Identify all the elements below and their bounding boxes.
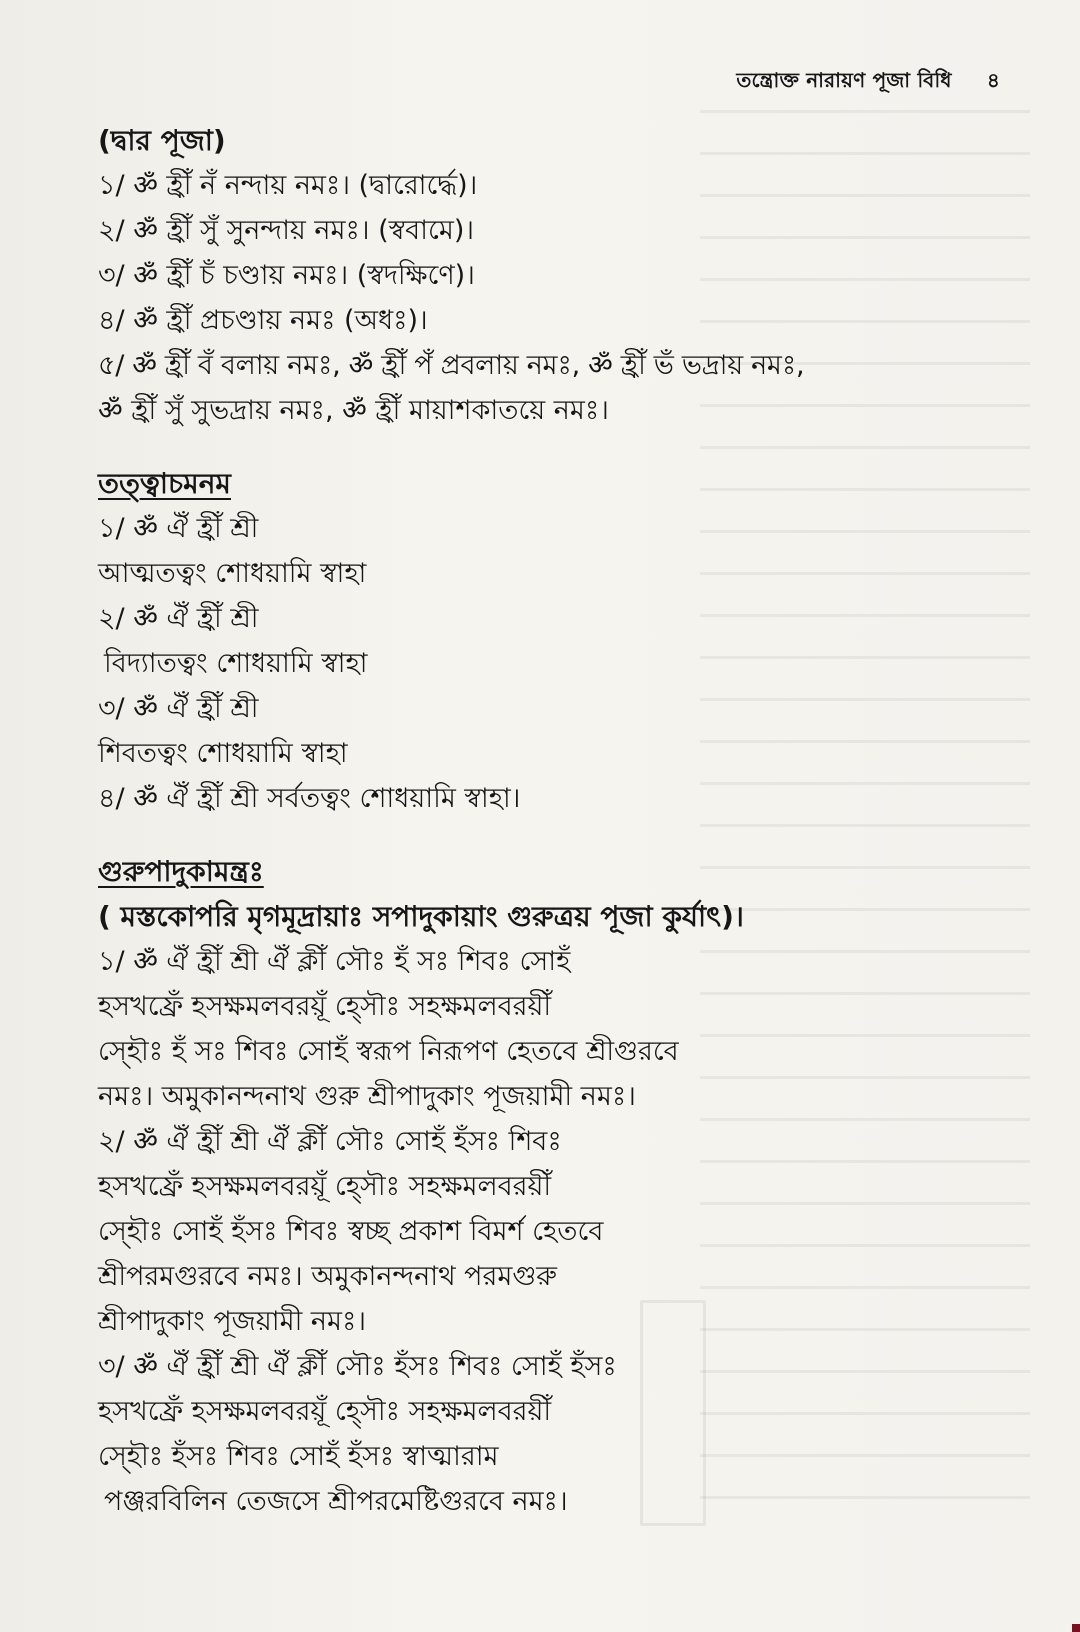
section-heading: (দ্বার পূজা) xyxy=(98,124,226,157)
text-line: ১/ ॐ ঐঁ হ্রীঁ শ্রী xyxy=(98,513,259,544)
text-line: স্হৌঃ হঁসঃ শিবঃ সোহঁ হঁসঃ স্বাত্মারাম xyxy=(98,1441,499,1472)
text-line: ৪/ ॐ ঐঁ হ্রীঁ শ্রী সর্বতত্বং শোধয়ামি স্বাহা। xyxy=(98,783,521,814)
section-tattvachamanam xyxy=(98,461,998,821)
running-head xyxy=(736,66,1000,99)
text-line: স্হৌঃ হঁ সঃ শিবঃ সোহঁ স্বরূপ নিরূপণ হেতবে শ্রীগুরবে xyxy=(98,1036,679,1067)
text-line: ২/ ॐ হ্রীঁ সুঁ সুনন্দায় নমঃ। (স্ববামে)। xyxy=(98,215,475,246)
text-line: ৩/ ॐ ঐঁ হ্রীঁ শ্রী ঐঁ ক্লীঁ সৌঃ হঁসঃ শিবঃ সোহঁ হঁসঃ xyxy=(98,1351,617,1382)
text-line: হসখফ্রেঁ হসক্ষমলবরয়ূঁ হ্সৌঃ সহক্ষমলবরয়ীঁ xyxy=(98,1171,552,1202)
running-head-title: তন্ত্রোক্ত নারায়ণ পূজা বিধি xyxy=(736,68,952,92)
text-line: ২/ ॐ ঐঁ হ্রীঁ শ্রী ঐঁ ক্লীঁ সৌঃ সোহঁ হঁসঃ শিবঃ xyxy=(98,1126,562,1157)
text-line: ৫/ ॐ হ্রীঁ বঁ বলায় নমঃ, ॐ হ্রীঁ পঁ প্রবলায় নমঃ, ॐ হ্রীঁ ভঁ ভদ্রায় নমঃ, xyxy=(98,350,805,381)
text-line: ৩/ ॐ ঐঁ হ্রীঁ শ্রী xyxy=(98,693,259,724)
page-body xyxy=(98,118,998,1524)
text-line: ॐ হ্রীঁ সুঁ সুভদ্রায় নমঃ, ॐ হ্রীঁ মায়াশকাতয়ে নমঃ। xyxy=(98,395,609,426)
text-line: পঞ্জরবিলিন তেজসে শ্রীপরমেষ্টিগুরবে নমঃ। xyxy=(104,1486,568,1517)
section-heading: তত্ত্বাচমনম xyxy=(98,467,231,500)
text-line: শিবতত্বং শোধয়ামি স্বাহা xyxy=(98,738,348,769)
section-subheading: ( মস্তকোপরি মৃগমূদ্রায়াঃ সপাদুকায়াং গুরুত্রয় পূজা কুর্যাৎ)। xyxy=(98,900,744,933)
text-line: বিদ্যাতত্বং শোধয়ামি স্বাহা xyxy=(104,648,368,679)
text-line: হসখফ্রেঁ হসক্ষমলবরয়ূঁ হ্সৌঃ সহক্ষমলবরয়ীঁ xyxy=(98,1396,552,1427)
text-line: হসখফ্রেঁ হসক্ষমলবরয়ূঁ হ্সৌঃ সহক্ষমলবরয়ীঁ xyxy=(98,991,552,1022)
text-line: ১/ ॐ হ্রীঁ নঁ নন্দায় নমঃ। (দ্বারোর্দ্ধে)। xyxy=(98,170,478,201)
text-line: স্হৌঃ সোহঁ হঁসঃ শিবঃ স্বচ্ছ প্রকাশ বিমর্শ হেতবে xyxy=(98,1216,604,1247)
spacer xyxy=(98,433,998,461)
text-line: ১/ ॐ ঐঁ হ্রীঁ শ্রী ঐঁ ক্লীঁ সৌঃ হঁ সঃ শিবঃ সোহঁ xyxy=(98,946,571,977)
text-line: আত্মতত্বং শোধয়ামি স্বাহা xyxy=(98,558,367,589)
text-line: ২/ ॐ ঐঁ হ্রীঁ শ্রী xyxy=(98,603,259,634)
section-dwar-puja xyxy=(98,118,998,433)
section-heading: গুরুপাদুকামন্ত্রঃ xyxy=(98,855,264,888)
page-number: ৪ xyxy=(986,68,1000,92)
section-guru-paduka xyxy=(98,849,998,1524)
page-corner-mark xyxy=(1072,1624,1080,1632)
text-line: শ্রীপাদুকাং পূজয়ামী নমঃ। xyxy=(98,1306,367,1337)
text-line: ৪/ ॐ হ্রীঁ প্রচণ্ডায় নমঃ (অধঃ)। xyxy=(98,305,428,336)
text-line: শ্রীপরমগুরবে নমঃ। অমুকানন্দনাথ পরমগুরু xyxy=(98,1261,557,1292)
text-line: নমঃ। অমুকানন্দনাথ গুরু শ্রীপাদুকাং পূজয়ামী নমঃ। xyxy=(98,1081,636,1112)
text-line: ৩/ ॐ হ্রীঁ চঁ চণ্ডায় নমঃ। (স্বদক্ষিণে)। xyxy=(98,260,475,291)
spacer xyxy=(98,821,998,849)
